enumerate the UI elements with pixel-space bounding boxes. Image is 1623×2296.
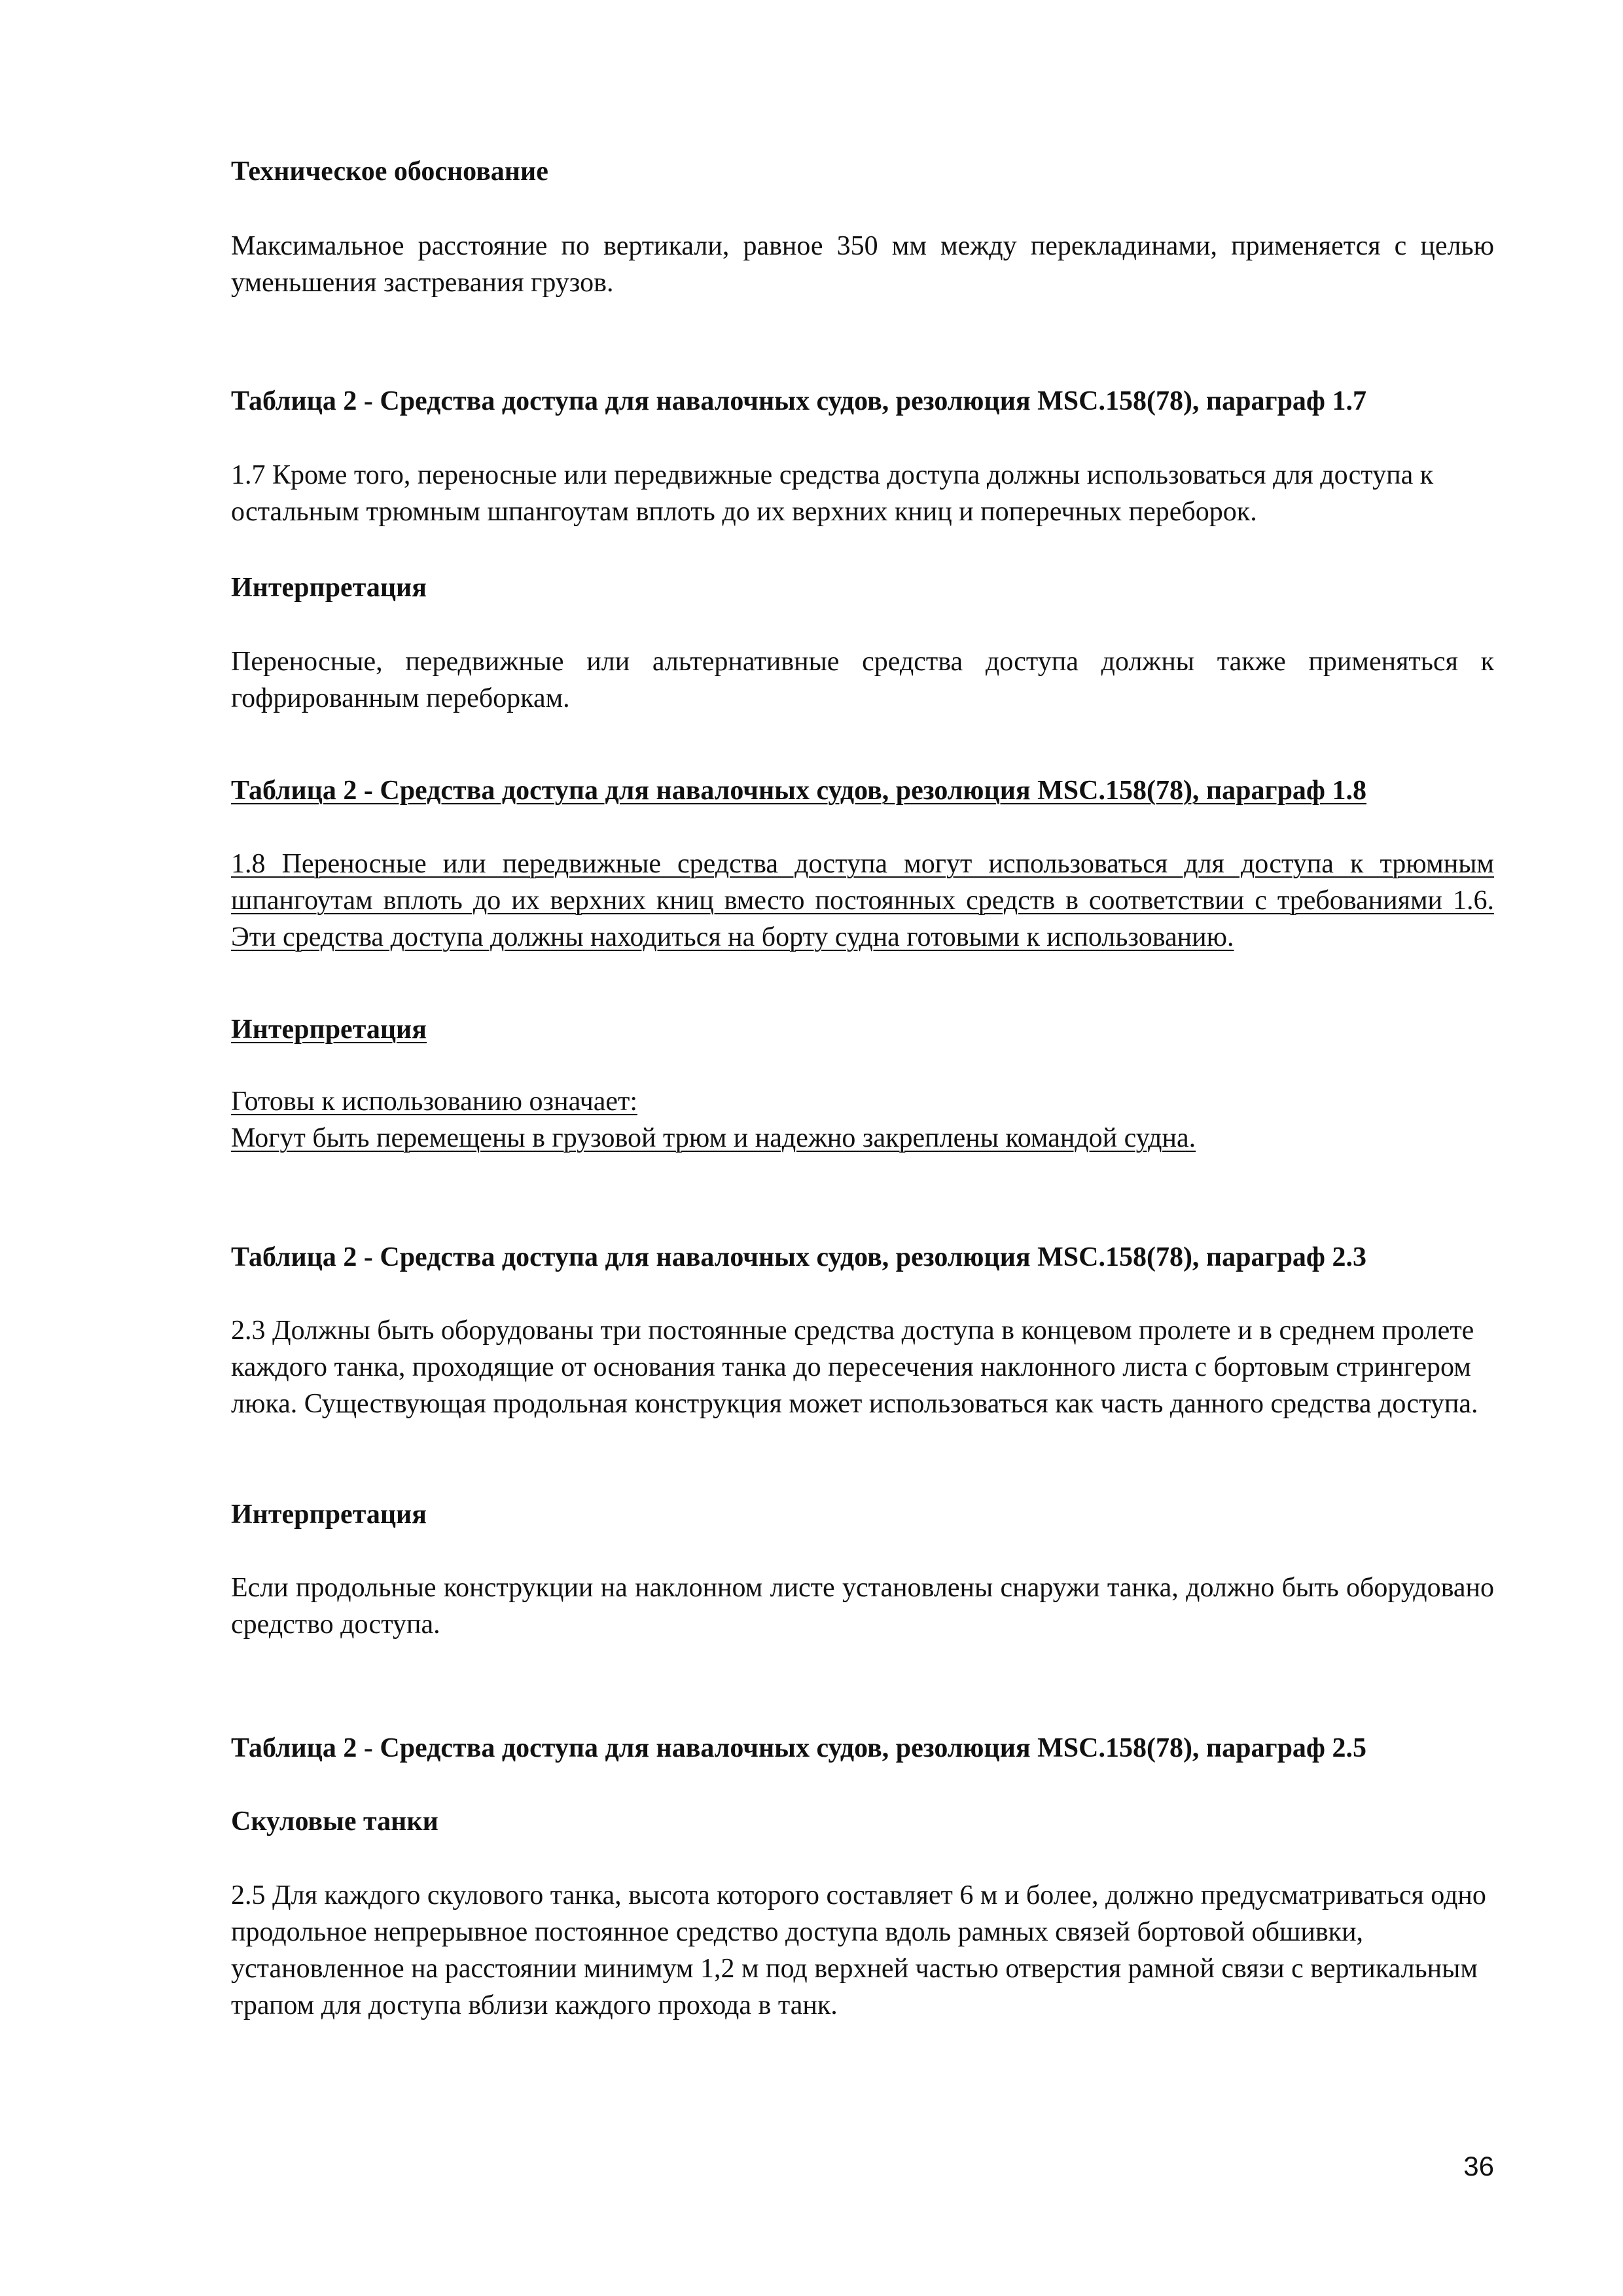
section-heading-1-8: Таблица 2 - Средства доступа для навалочных судов, резолюция MSC.158(78), параграф 1.8	[231, 776, 1366, 806]
interpretation-heading-1-7: Интерпретация	[231, 573, 427, 603]
interpretation-heading-2-3: Интерпретация	[231, 1499, 427, 1530]
section-heading-2-3: Таблица 2 - Средства доступа для навалочных судов, резолюция MSC.158(78), параграф 2.3	[231, 1242, 1366, 1272]
section-heading-tech: Техническое обоснование	[231, 156, 548, 187]
paragraph-tech: Максимальное расстояние по вертикали, равное 350 мм между перекладинами, применяется с целью уменьшения застревания грузов.	[231, 231, 1494, 298]
interpretation-text-2-3: Если продольные конструкции на наклонном листе установлены снаружи танка, должно быть оборудовано средство доступа.	[231, 1573, 1494, 1640]
interpretation-text-1-8	[231, 1083, 1494, 1157]
paragraph-2-5: 2.5 Для каждого скулового танка, высота которого составляет 6 м и более, должно предусматриваться одно продольное непрерывное постоянное средство доступа вдоль рамных связей бортовой обшивки, установленное на расстоянии минимум 1,2 м под верхней частью отверстия рамной связи с вертикальным трапом для доступа вблизи каждого прохода в танк.	[231, 1880, 1486, 2020]
interpretation-text-1-7: Переносные, передвижные или альтернативные средства доступа должны также применяться к гофрированным переборкам.	[231, 647, 1494, 713]
section-heading-1-7: Таблица 2 - Средства доступа для навалочных судов, резолюция MSC.158(78), параграф 1.7	[231, 386, 1366, 416]
paragraph-1-8: 1.8 Переносные или передвижные средства доступа могут использоваться для доступа к трюмным шпангоутам вплоть до их верхних книц вместо постоянных средств в соответствии с требованиями 1.6. Эти средства доступа должны находиться на борту судна готовыми к использованию.	[231, 849, 1494, 952]
interpretation-line-1: Готовы к использованию означает:	[231, 1086, 637, 1117]
paragraph-2-3: 2.3 Должны быть оборудованы три постоянные средства доступа в концевом пролете и в среднем пролете каждого танка, проходящие от основания танка до пересечения наклонного листа с бортовым стрингером люка. Существующая продольная конструкция может использоваться как часть данного средства доступа.	[231, 1316, 1478, 1419]
section-heading-2-5: Таблица 2 - Средства доступа для навалочных судов, резолюция MSC.158(78), параграф 2.5	[231, 1733, 1366, 1763]
paragraph-1-7: 1.7 Кроме того, переносные или передвижные средства доступа должны использоваться для доступа к остальным трюмным шпангоутам вплоть до их верхних книц и поперечных переборок.	[231, 460, 1434, 527]
page-number: 36	[1463, 2151, 1494, 2181]
subheading-skulovye-tanki: Скуловые танки	[231, 1806, 438, 1837]
interpretation-heading-1-8: Интерпретация	[231, 1014, 427, 1045]
interpretation-line-2: Могут быть перемещены в грузовой трюм и надежно закреплены командой судна.	[231, 1123, 1196, 1153]
